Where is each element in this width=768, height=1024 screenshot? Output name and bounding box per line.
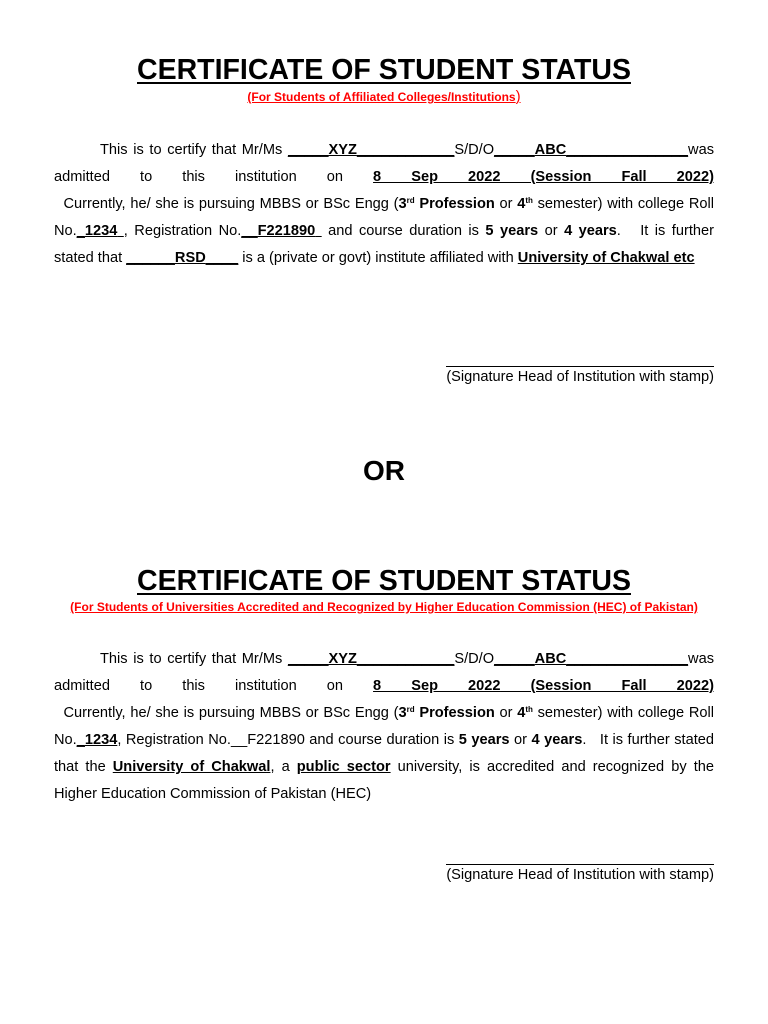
sdo-label-2: S/D/O <box>454 651 495 667</box>
accredited-text-2: university, is accredited and recognized by the Higher Education Commission of Pakistan (HEC) <box>54 759 714 802</box>
sdo-label: S/D/O <box>454 142 495 158</box>
semester-suffix-2: th <box>525 705 533 714</box>
profession-label: Profession <box>414 196 495 212</box>
registration-text-2: , Registration No.__F221890 and course duration is <box>117 732 459 748</box>
affiliated-university: University of Chakwal etc <box>517 250 695 266</box>
roll-number: 1234 <box>84 223 118 239</box>
profession-number-2: 3 <box>398 705 407 721</box>
student-name: XYZ <box>328 142 357 158</box>
registration-number: F221890 <box>257 223 316 239</box>
signature-line-2 <box>446 864 714 865</box>
semester-number-2: 4 <box>517 705 526 721</box>
further-text: . It is further stated that <box>54 223 719 266</box>
registration-label: , Registration No. <box>123 223 242 239</box>
further-text-2: . It is further stated that the <box>54 732 719 775</box>
profession-label-2: Profession <box>414 705 495 721</box>
semester-suffix: th <box>525 196 533 205</box>
affiliated-text: is a (private or govt) institute affiliated with <box>238 250 518 266</box>
duration-1-2: 5 years <box>458 732 510 748</box>
duration-2: 4 years <box>564 223 617 239</box>
pursuing-text: Currently, he/ she is pursuing MBBS or BSc Engg ( <box>54 196 399 212</box>
or-text-2: or <box>538 223 565 239</box>
roll-number-2: 1234 <box>84 732 118 748</box>
parent-name: ABC <box>534 142 567 158</box>
or-text: or <box>494 196 518 212</box>
certificate-body: This is to certify that Mr/Ms _____XYZ____________S/D/O_____ABC_______________was admitted to this institution on 8 Sep 2022 (Session Fall 2022) Currently, he/ she is pursuing MBBS or BSc Engg (3rd Profession or 4th semester) with college Roll No._1234 , Registration No.__F221890 and course duration is 5 years or 4 years. It is further stated that ______RSD____ is a (private or govt) institute affiliated with University of Chakwal etc <box>54 142 719 266</box>
course-text: and course duration is <box>328 223 486 239</box>
certificate-title: CERTIFICATE OF STUDENT STATUS <box>137 54 631 86</box>
duration-2-2: 4 years <box>531 732 583 748</box>
certificate-body-2: This is to certify that Mr/Ms _____XYZ____________S/D/O_____ABC_______________was admitted to this institution on 8 Sep 2022 (Session Fall 2022) Currently, he/ she is pursuing MBBS or BSc Engg (3rd Profession or 4th semester) with college Roll No._1234, Registration No.__F221890 and course duration is 5 years or 4 years. It is further stated that the University of Chakwal, a public sector university, is accredited and recognized by the Higher Education Commission of Pakistan (HEC) <box>54 651 719 802</box>
profession-number: 3 <box>398 196 407 212</box>
signature-caption: (Signature Head of Institution with stamp) <box>446 369 714 385</box>
admission-date: 8 Sep 2022 (Session Fall 2022) <box>373 169 714 185</box>
certificate-subtitle-2: (For Students of Universities Accredited and Recognized by Higher Education Commission (HEC) of Pakistan) <box>70 600 698 614</box>
semester-number: 4 <box>517 196 526 212</box>
or-text-4: or <box>509 732 532 748</box>
institute-name: RSD <box>174 250 206 266</box>
a-text-2: , a <box>270 759 297 775</box>
subtitle-close-paren: ) <box>515 88 521 105</box>
pursuing-text-2: Currently, he/ she is pursuing MBBS or BSc Engg ( <box>54 705 399 721</box>
student-name-2: XYZ <box>328 651 357 667</box>
certify-text: This is to certify that Mr/Ms <box>100 142 288 158</box>
or-separator: OR <box>363 455 405 486</box>
admitted-text-2: was admitted to this institution on <box>54 651 714 694</box>
university-name-2: University of Chakwal <box>112 759 271 775</box>
admitted-text: was admitted to this institution on <box>54 142 714 185</box>
admission-date-2: 8 Sep 2022 <box>373 678 501 694</box>
signature-caption-2: (Signature Head of Institution with stamp) <box>446 867 714 883</box>
or-text-3: or <box>494 705 518 721</box>
roll-label-2: semester) with college Roll No. <box>54 705 714 748</box>
certificate-title-2: CERTIFICATE OF STUDENT STATUS <box>137 565 631 597</box>
session-2: (Session Fall 2022) <box>500 678 714 694</box>
sector-2: public sector <box>296 759 391 775</box>
profession-suffix-2: rd <box>406 705 415 714</box>
parent-name-2: ABC <box>534 651 567 667</box>
subtitle-text: (For Students of Affiliated Colleges/Institutions <box>247 90 516 104</box>
certify-text-2: This is to certify that Mr/Ms <box>100 651 288 667</box>
certificate-subtitle <box>0 89 768 105</box>
signature-line <box>446 366 714 367</box>
profession-suffix: rd <box>406 196 415 205</box>
duration-1: 5 years <box>485 223 539 239</box>
roll-label: semester) with college Roll No. <box>54 196 714 239</box>
